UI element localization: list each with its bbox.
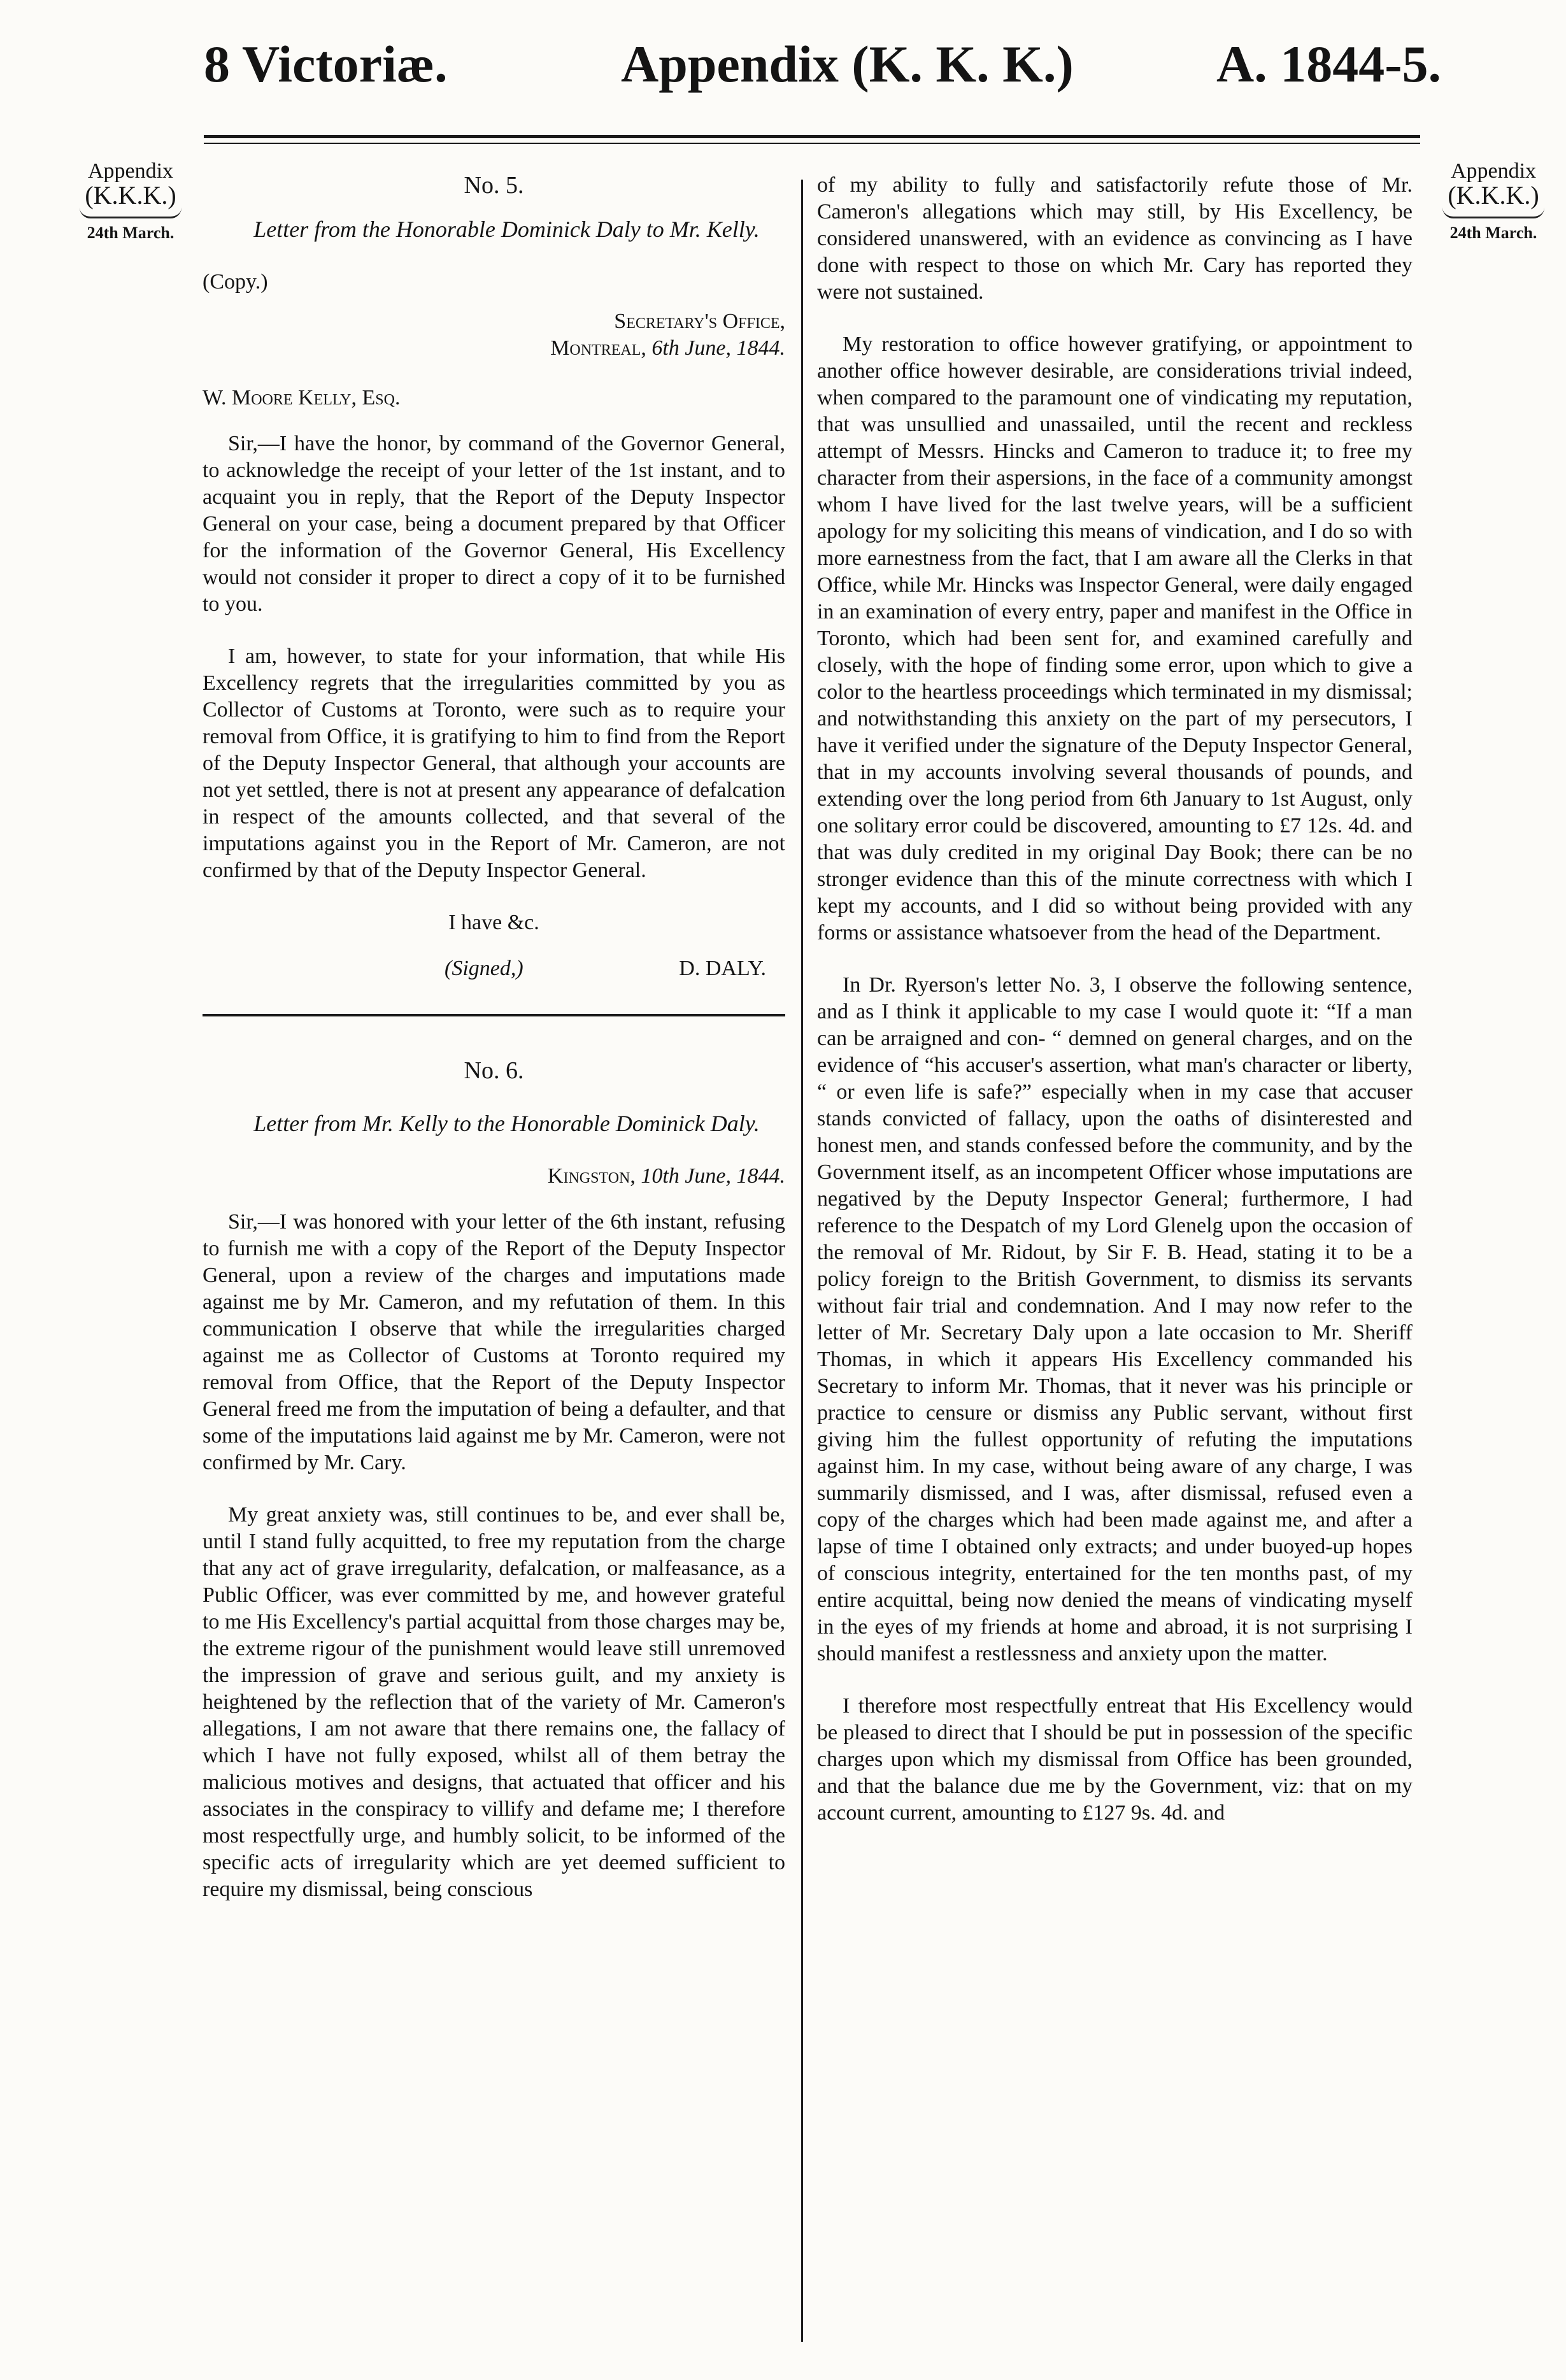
place-name: Montreal, [550, 336, 646, 360]
column-divider [801, 180, 803, 2342]
signature-name: D. DALY. [679, 957, 766, 980]
letter-title: Letter from Mr. Kelly to the Honorable Dominick Daly. [253, 1111, 760, 1136]
paragraph-continued: of my ability to fully and satisfactorily refute those of Mr. Cameron's allegations which may still, by His Excellency, be considered unanswered, with an evidence as convincing as I have done with respect to those on which Mr. Cary has reported they were not sustained. [817, 173, 1413, 304]
closing: I have &c. [448, 911, 539, 934]
signed-label: (Signed,) [445, 957, 523, 980]
running-head-left: 8 Victoriæ. [204, 35, 448, 93]
running-head-right: A. 1844-5. [1216, 35, 1442, 93]
section-rule [203, 1014, 785, 1016]
left-column [203, 172, 785, 1903]
sender-office [203, 308, 785, 335]
letter-6 [203, 1057, 785, 1903]
sender-place-date [203, 335, 785, 362]
paragraph: My restoration to office however gratifying, or appointment to another office however desirable, are considerations trivial indeed, when compared to the paramount one of vindicating my reputation, that was unsullied and unassailed, until the recent and reckless attempt of Messrs. Hincks and Cameron to traduce it; to free my character from their aspersions, in the face of a community amongst whom I have lived for the last twelve years, will be a sufficient apology for my soliciting this means of vindication, and I do so with more earnestness from the fact, that I am aware all the Clerks in that Office, while Mr. Hincks was Inspector General, were daily engaged in an examination of every entry, paper and manifest in the Office in Toronto, which had been sent for, and examined carefully and closely, with the hope of finding some error, upon which to give a color to the heartless proceedings which terminated in my dismissal; and notwithstanding this anxiety on the part of my persecutors, I have it verified under the signature of the Deputy Inspector General, that in my accounts involving several thousands of pounds, and extending over the long period from 6th January to 1st August, only one solitary error could be discovered, amounting to £7 12s. 4d. and that was duly credited in my original Day Book; there can be no stronger evidence than this of the minute correctness with which I kept my accounts, and I did so without being provided with any forms or assistance whatsoever from the head of the Department. [817, 332, 1413, 944]
paragraph: I therefore most respectfully entreat that His Excellency would be pleased to direct that I should be put in possession of the specific charges upon which my dismissal from Office has been grounded, and that the balance due me by the Government, viz: that on my account current, amounting to £127 9s. 4d. and [817, 1694, 1413, 1825]
paragraph: Sir,—I have the honor, by command of the Governor General, to acknowledge the receipt of your letter of the 1st instant, and to acquaint you in reply, that the Report of the Deputy Inspector General on your case, being a document prepared by that Officer for the information of the Governor General, His Excellency would not consider it proper to direct a copy of it to be furnished to you. [203, 432, 785, 616]
margin-label: Appendix [1450, 159, 1537, 183]
margin-date: 24th March. [87, 224, 174, 242]
place-name: Kingston, [547, 1164, 636, 1188]
addressee: W. Moore Kelly, Esq. [203, 386, 401, 410]
letter-number: No. 6. [464, 1057, 524, 1084]
header-rule-thick [204, 135, 1420, 138]
margin-date: 24th March. [1449, 224, 1537, 242]
margin-code: (K.K.K.) [1448, 181, 1539, 210]
letter-number: No. 5. [464, 172, 524, 199]
paragraph: In Dr. Ryerson's letter No. 3, I observe the following sentence, and as I think it applicable to my case I would quote it: “If a man can be arraigned and con- “ demned on general charges, and on the evidence of “his accuser's assertion, what man's character or liberty, “ or even life is safe?” especially when in my case that accuser stands convicted of fallacy, upon the oaths of disinterested and honest men, and stands confessed before the community, and by the Government itself, as an incompetent Officer whose imputations are negatived by the Deputy Inspector General; furthermore, I had reference to the Despatch of my Lord Glenelg upon the occasion of the removal of Mr. Ridout, by Sir F. B. Head, stating it to be a policy foreign to the British Government, to dismiss its servants without fair trial and condemnation. And I may now refer to the letter of Mr. Secretary Daly upon a late occasion to Mr. Sheriff Thomas, in which it appears His Excellency commanded his Secretary to inform Mr. Thomas, that it never was his principle or practice to censure or dismiss any Public servant, without first giving him the fullest opportunity of refuting the imputations against him. In my case, without being aware of any charge, I was summarily dismissed, and I was, after dismissal, refused even a copy of the charges which had been made against me, and after a lapse of time I obtained only extracts; and under buoyed-up hopes of conscious integrity, entertained for the ten months past, of my entire acquittal, being now denied the means of vindicating myself in the eyes of my friends at home and abroad, it is not surprising I should manifest a restlessness and anxiety upon the matter. [817, 973, 1413, 1665]
header-rule-thin [204, 143, 1420, 144]
paragraph: I am, however, to state for your information, that while His Excellency regrets that the irregularities committed by you as Collector of Customs at Toronto, were such as to require your removal from Office, it is gratifying to him to find from the Report of the Deputy Inspector General, that although your accounts are not yet settled, there is not at present any appearance of defalcation in respect of the amounts collected, and that several of the imputations against you in the Report of Mr. Cameron, are not confirmed by that of the Deputy Inspector General. [203, 645, 785, 882]
signature-line [203, 955, 785, 982]
margin-note-right [1430, 159, 1557, 245]
paragraph: Sir,—I was honored with your letter of the 6th instant, refusing to furnish me with a copy of the Report of the Deputy Inspector General, upon a review of the charges and imputations made against me by Mr. Cameron, and my refutation of them. In this communication I observe that while the irregularities charged against me as Collector of Customs at Toronto required my removal from Office, that the Report of the Deputy Inspector General freed me from the imputation of being a defaulter, and that some of the imputations laid against me by Mr. Cameron, were not confirmed by Mr. Cary. [203, 1210, 785, 1474]
letter-date: 10th June, 1844. [641, 1164, 785, 1188]
right-column [817, 172, 1413, 1827]
copy-note: (Copy.) [203, 270, 268, 294]
margin-note-left [67, 159, 194, 245]
margin-label: Appendix [87, 159, 174, 183]
letter-5 [203, 172, 785, 982]
office-name: Secretary's Office, [614, 310, 785, 333]
sender-place-date [203, 1163, 785, 1190]
letter-date: 6th June, 1844. [651, 336, 785, 360]
margin-code: (K.K.K.) [85, 181, 176, 210]
paragraph: My great anxiety was, still continues to be, and ever shall be, until I stand fully acquitted, to free my reputation from the charge that any act of grave irregularity, defalcation, or malfeasance, as a Public Officer, was ever committed by me, and however grateful to me His Excellency's partial acquittal from those charges may be, the extreme rigour of the punishment would leave still unremoved the impression of grave and serious guilt, and my anxiety is heightened by the reflection that of the variety of Mr. Cameron's allegations, I am not aware that there remains one, the fallacy of which I have not fully exposed, whilst all of them betray the malicious motives and designs, that actuated that officer and his associates in the conspiracy to villify and defame me; I therefore most respectfully urge, and humbly solicit, to be informed of the specific acts of irregularity which are yet deemed sufficient to require my dismissal, being conscious [203, 1503, 785, 1901]
running-head-center: Appendix (K. K. K.) [621, 35, 1074, 93]
letter-title: Letter from the Honorable Dominick Daly to Mr. Kelly. [253, 217, 760, 242]
